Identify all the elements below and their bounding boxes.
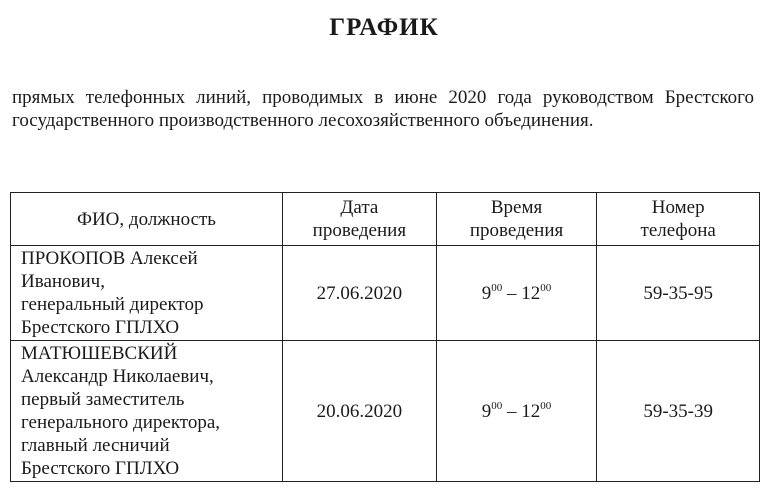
schedule-table <box>10 192 760 482</box>
time-start: 9 <box>481 400 492 422</box>
time-end-minutes: 00 <box>540 281 552 294</box>
intro-paragraph: прямых телефонных линий, проводимых в июне 2020 года руководством Брестского государственного производственного лесохозяйственного объединения. <box>12 87 754 131</box>
phone-cell: 59-35-39 <box>597 341 760 482</box>
table-header-row <box>11 193 760 246</box>
page-title: ГРАФИК <box>329 14 439 41</box>
time-end: 12 <box>521 400 541 422</box>
header-person: ФИО, должность <box>11 193 283 246</box>
table-row <box>11 246 760 341</box>
time-cell <box>436 246 597 341</box>
time-start: 9 <box>481 282 492 304</box>
time-end-minutes: 00 <box>540 399 552 412</box>
time-cell <box>436 341 597 482</box>
time-start-minutes: 00 <box>491 281 503 294</box>
table-row <box>11 341 760 482</box>
person-cell: МАТЮШЕВСКИЙ Александр Николаевич, первый заместитель генерального директора, главный лесничий Брестского ГПЛХО <box>11 341 283 482</box>
time-start-minutes: 00 <box>491 399 503 412</box>
time-separator: – <box>502 400 522 422</box>
phone-cell: 59-35-95 <box>597 246 760 341</box>
header-phone: Номер телефона <box>597 193 760 246</box>
time-separator: – <box>502 282 522 304</box>
header-time: Время проведения <box>436 193 597 246</box>
date-cell: 20.06.2020 <box>282 341 436 482</box>
time-end: 12 <box>521 282 541 304</box>
person-cell: ПРОКОПОВ Алексей Иванович, генеральный директор Брестского ГПЛХО <box>11 246 283 341</box>
header-date: Дата проведения <box>282 193 436 246</box>
date-cell: 27.06.2020 <box>282 246 436 341</box>
